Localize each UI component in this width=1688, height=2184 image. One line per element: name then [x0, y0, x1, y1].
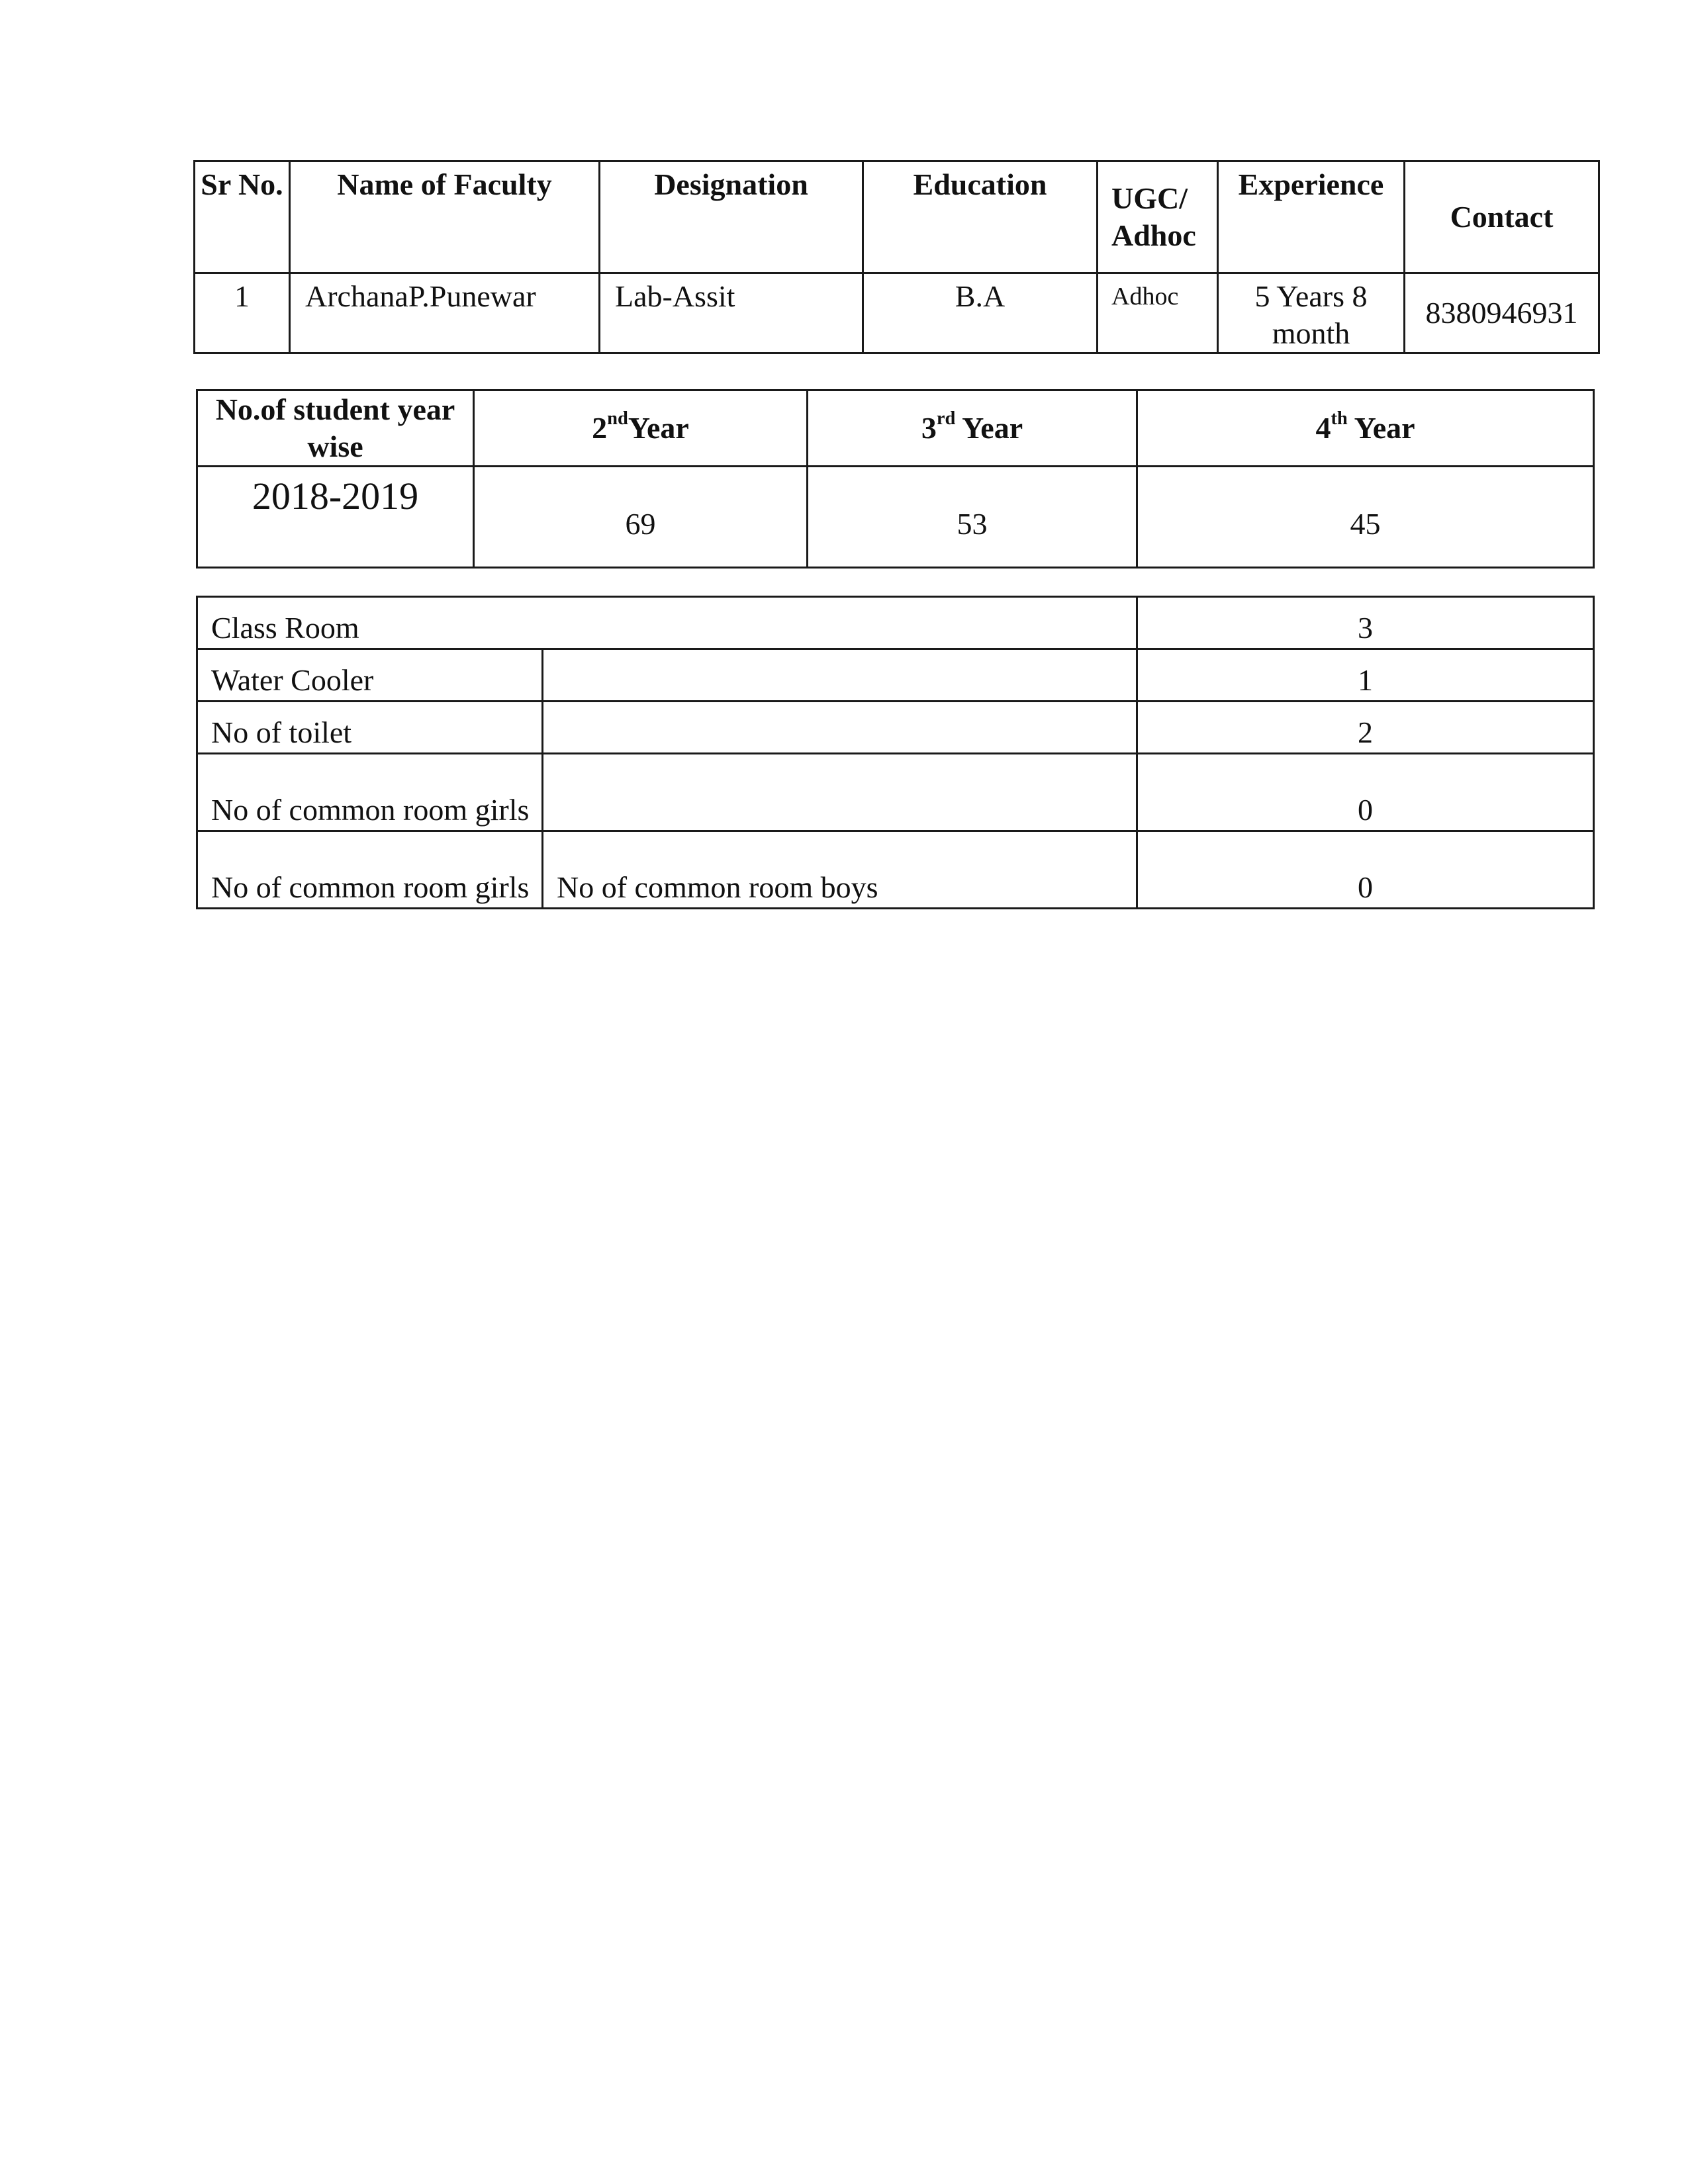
- table-row: [197, 597, 1594, 649]
- cell-label-toilet: No of toilet: [197, 702, 543, 754]
- table-row: [197, 831, 1594, 909]
- header-4th-year: 4th Year: [1137, 390, 1594, 467]
- header-experience: Experience: [1218, 161, 1405, 273]
- faculty-table: [193, 160, 1600, 354]
- cell-2nd-year-count: 69: [474, 467, 808, 568]
- cell-designation: Lab-Assit: [600, 273, 863, 353]
- header-ugc-adhoc: UGC/ Adhoc: [1098, 161, 1218, 273]
- cell-4th-year-count: 45: [1137, 467, 1594, 568]
- cell-ugc-adhoc: Adhoc: [1098, 273, 1218, 353]
- cell-experience: 5 Years 8 month: [1218, 273, 1405, 353]
- cell-middle-toilet: [543, 702, 1137, 754]
- cell-3rd-year-count: 53: [808, 467, 1137, 568]
- cell-contact: 8380946931: [1405, 273, 1599, 353]
- header-name-of-faculty: Name of Faculty: [290, 161, 600, 273]
- cell-value-toilet: 2: [1137, 702, 1594, 754]
- table-row: [197, 754, 1594, 831]
- header-designation: Designation: [600, 161, 863, 273]
- cell-label-common-room-girls: No of common room girls: [197, 754, 543, 831]
- header-3rd-year: 3rd Year: [808, 390, 1137, 467]
- student-header-row: [197, 390, 1594, 467]
- cell-value-water-cooler: 1: [1137, 649, 1594, 702]
- cell-faculty-name: ArchanaP.Punewar: [290, 273, 600, 353]
- header-contact: Contact: [1405, 161, 1599, 273]
- cell-sr-no: 1: [195, 273, 290, 353]
- cell-session: 2018-2019: [197, 467, 474, 568]
- header-2nd-year: 2ndYear: [474, 390, 808, 467]
- cell-common-room-boys: No of common room boys: [543, 831, 1137, 909]
- cell-middle-common-room-girls: [543, 754, 1137, 831]
- facilities-table: [196, 596, 1595, 909]
- header-students-year-wise: No.of student year wise: [197, 390, 474, 467]
- cell-value-class-room: 3: [1137, 597, 1594, 649]
- cell-label-water-cooler: Water Cooler: [197, 649, 543, 702]
- cell-education: B.A: [863, 273, 1098, 353]
- cell-label-common-room-girls-2: No of common room girls: [197, 831, 543, 909]
- faculty-header-row: [195, 161, 1599, 273]
- cell-value-common-room-boys: 0: [1137, 831, 1594, 909]
- header-education: Education: [863, 161, 1098, 273]
- table-row: [197, 649, 1594, 702]
- student-count-table: [196, 389, 1595, 569]
- cell-label-class-room: Class Room: [197, 597, 1137, 649]
- cell-value-common-room-girls: 0: [1137, 754, 1594, 831]
- cell-middle-water-cooler: [543, 649, 1137, 702]
- table-row: [195, 273, 1599, 353]
- header-sr-no: Sr No.: [195, 161, 290, 273]
- table-row: [197, 702, 1594, 754]
- table-row: [197, 467, 1594, 568]
